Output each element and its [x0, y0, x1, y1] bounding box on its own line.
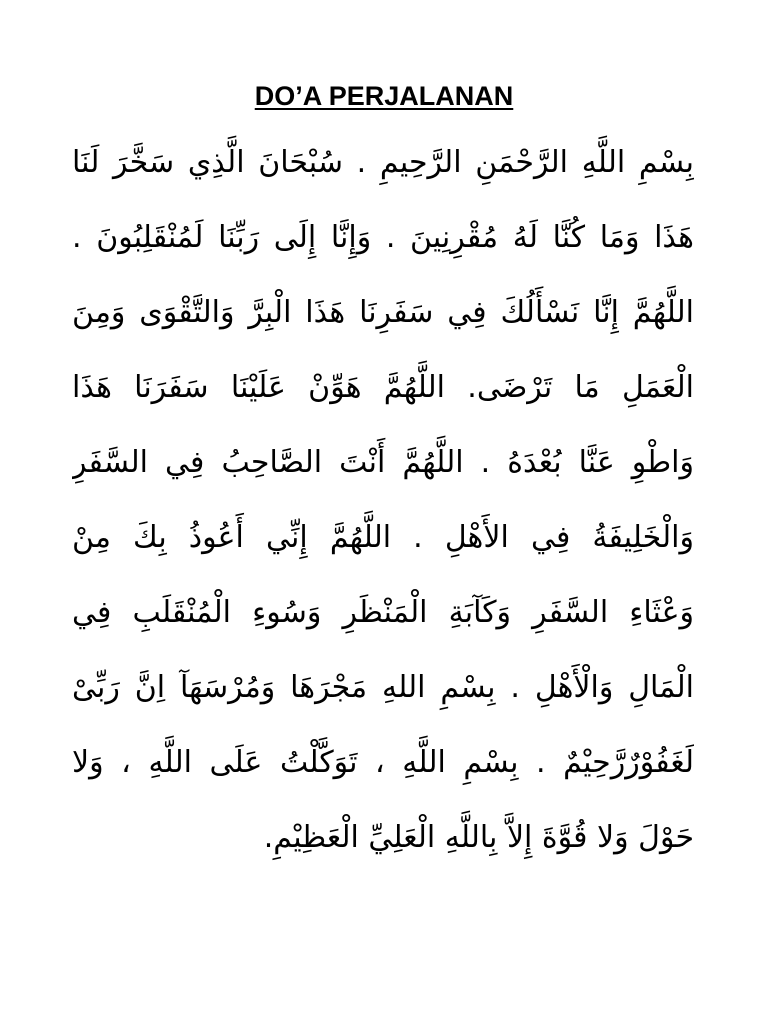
document-title [0, 80, 768, 112]
prayer-text [72, 125, 694, 875]
prayer-line: اللَّهُمَّ إِنَّا نَسْأَلُكَ فِي سَفَرِنَا هَذَا الْبِرَّ وَالتَّقْوَى وَمِنَ [72, 295, 694, 330]
prayer-line: وَاطْوِ عَنَّا بُعْدَهُ . اللَّهُمَّ أَنْتَ الصَّاحِبُ فِي السَّفَرِ [72, 445, 694, 480]
prayer-line: الْعَمَلِ مَا تَرْضَى. اللَّهُمَّ هَوِّنْ عَلَيْنَا سَفَرَنَا هَذَا [72, 370, 694, 405]
prayer-line: حَوْلَ وَلا قُوَّةَ إِلاَّ بِاللَّهِ الْعَلِيِّ الْعَظِيْمِ. [263, 820, 694, 855]
prayer-line: لَغَفُوْرٌرَّحِيْمٌ . بِسْمِ اللَّهِ ، تَوَكَّلْتُ عَلَى اللَّهِ ، وَلا [72, 745, 694, 780]
prayer-line: هَذَا وَمَا كُنَّا لَهُ مُقْرِنِينَ . وَإِنَّا إِلَى رَبِّنَا لَمُنْقَلِبُونَ . [72, 220, 694, 255]
prayer-line: بِسْمِ اللَّهِ الرَّحْمَنِ الرَّحِيمِ . سُبْحَانَ الَّذِي سَخَّرَ لَنَا [72, 145, 694, 180]
document-title-text: DO’A PERJALANAN [254, 81, 514, 111]
prayer-line: وَالْخَلِيفَةُ فِي الأَهْلِ . اللَّهُمَّ إِنِّي أَعُوذُ بِكَ مِنْ [72, 520, 694, 555]
prayer-line: وَعْثَاءِ السَّفَرِ وَكَآبَةِ الْمَنْظَرِ وَسُوءِ الْمُنْقَلَبِ فِي [72, 595, 694, 630]
prayer-line: الْمَالِ وَالْأَهْلِ . بِسْمِ اللهِ مَجْرَهَا وَمُرْسَهَآ اِنَّ رَبِّىْ [72, 670, 694, 705]
